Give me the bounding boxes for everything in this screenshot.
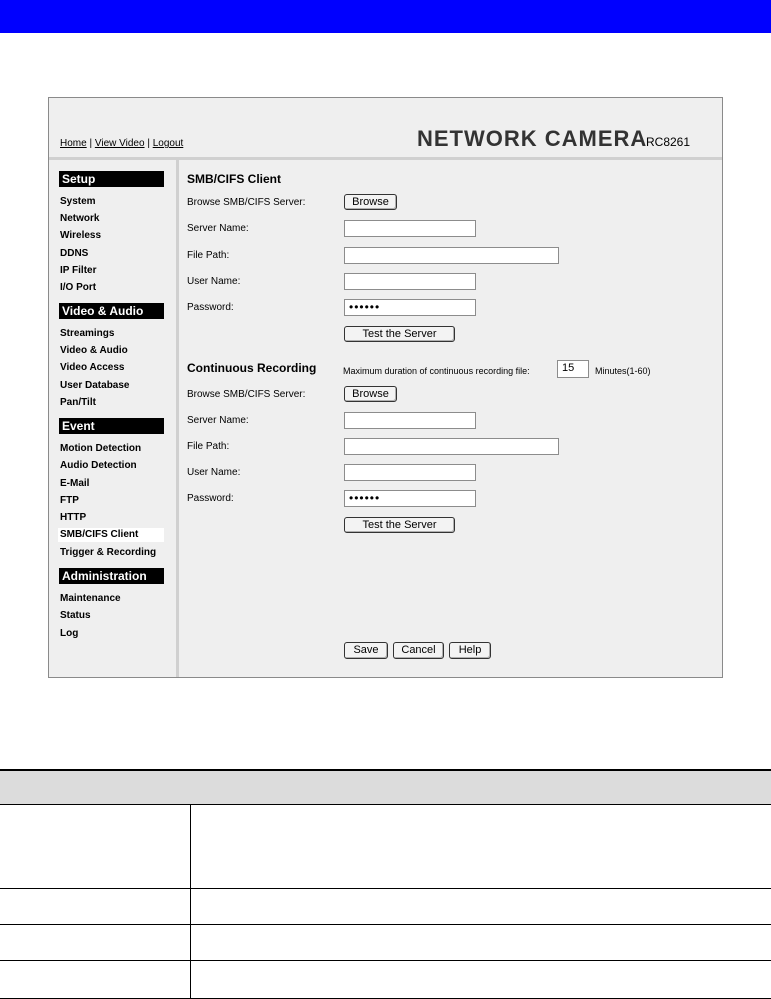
cont-browse-label: Browse SMB/CIFS Server: <box>187 389 306 400</box>
cont-user-input[interactable] <box>344 464 476 481</box>
sidebar-section-video-audio: Video & Audio <box>59 303 164 319</box>
smb-path-label: File Path: <box>187 250 230 261</box>
sidebar-item-motion-detection[interactable]: Motion Detection <box>60 443 142 454</box>
sidebar-item-ddns[interactable]: DDNS <box>60 248 89 259</box>
frame-header <box>49 98 722 157</box>
sidebar-item-ip-filter[interactable]: IP Filter <box>60 265 97 276</box>
cont-user-label: User Name: <box>187 467 241 478</box>
cont-test-server-button[interactable]: Test the Server <box>344 517 455 533</box>
cont-path-label: File Path: <box>187 441 230 452</box>
camera-ui-frame <box>48 97 723 678</box>
table-header <box>0 769 771 805</box>
top-nav <box>60 138 183 149</box>
sidebar-item-http[interactable]: HTTP <box>60 512 87 523</box>
sidebar-item-pan-tilt[interactable]: Pan/Tilt <box>60 397 96 408</box>
brand-title: NETWORK CAMERA <box>417 126 648 151</box>
sidebar-item-user-database[interactable]: User Database <box>60 380 130 391</box>
home-link[interactable]: Home <box>60 138 87 149</box>
save-button[interactable]: Save <box>344 642 388 659</box>
table-row <box>0 889 771 925</box>
sidebar-section-administration: Administration <box>59 568 164 584</box>
help-button[interactable]: Help <box>449 642 491 659</box>
sidebar-item-audio-detection[interactable]: Audio Detection <box>60 460 137 471</box>
sidebar-item-ftp[interactable]: FTP <box>60 495 79 506</box>
cancel-button[interactable]: Cancel <box>393 642 444 659</box>
continuous-section-title: Continuous Recording <box>187 361 317 375</box>
page-header-bar <box>0 0 771 33</box>
view-video-link[interactable]: View Video <box>94 138 145 149</box>
cont-path-input[interactable] <box>344 438 559 455</box>
smb-section-title: SMB/CIFS Client <box>187 172 282 186</box>
model-number: RC8261 <box>646 135 691 149</box>
sidebar-item-wireless[interactable]: Wireless <box>60 230 102 241</box>
smb-password-label: Password: <box>187 302 234 313</box>
cont-password-label: Password: <box>187 493 234 504</box>
sidebar-item-trigger-recording[interactable]: Trigger & Recording <box>60 547 157 558</box>
logout-link[interactable]: Logout <box>152 138 184 149</box>
sidebar-item-video-audio[interactable]: Video & Audio <box>60 345 128 356</box>
sidebar-item-email[interactable]: E-Mail <box>60 478 90 489</box>
smb-server-label: Server Name: <box>187 223 249 234</box>
smb-path-input[interactable] <box>344 247 559 264</box>
duration-unit-label: Minutes(1-60) <box>595 366 651 376</box>
sidebar-item-system[interactable]: System <box>60 196 96 207</box>
sidebar-item-status[interactable]: Status <box>60 610 91 621</box>
sidebar <box>49 160 176 677</box>
sidebar-item-smb-cifs-client[interactable]: SMB/CIFS Client <box>58 528 164 542</box>
cont-password-input[interactable]: •••••• <box>344 490 476 507</box>
sidebar-item-video-access[interactable]: Video Access <box>60 362 125 373</box>
cont-browse-button[interactable]: Browse <box>344 386 397 402</box>
sidebar-item-network[interactable]: Network <box>60 213 100 224</box>
nav-separator: | <box>147 138 150 149</box>
sidebar-item-maintenance[interactable]: Maintenance <box>60 593 121 604</box>
nav-separator: | <box>89 138 93 149</box>
table-row <box>0 961 771 999</box>
sidebar-section-setup: Setup <box>59 171 164 187</box>
smb-user-input[interactable] <box>344 273 476 290</box>
main-content <box>179 160 722 677</box>
smb-password-input[interactable]: •••••• <box>344 299 476 316</box>
sidebar-item-streamings[interactable]: Streamings <box>60 328 115 339</box>
cont-server-input[interactable] <box>344 412 476 429</box>
duration-input[interactable]: 15 <box>557 360 589 378</box>
sidebar-section-event: Event <box>59 418 164 434</box>
smb-browse-label: Browse SMB/CIFS Server: <box>187 197 306 208</box>
smb-user-label: User Name: <box>187 276 241 287</box>
smb-test-server-button[interactable]: Test the Server <box>344 326 455 342</box>
smb-browse-button[interactable]: Browse <box>344 194 397 210</box>
smb-server-input[interactable] <box>344 220 476 237</box>
duration-label: Maximum duration of continuous recording file: <box>343 366 530 376</box>
table-row <box>0 805 771 889</box>
cont-server-label: Server Name: <box>187 415 249 426</box>
table-column-divider <box>190 805 191 999</box>
table-row <box>0 925 771 961</box>
sidebar-item-log[interactable]: Log <box>60 628 79 639</box>
sidebar-item-io-port[interactable]: I/O Port <box>60 282 97 293</box>
